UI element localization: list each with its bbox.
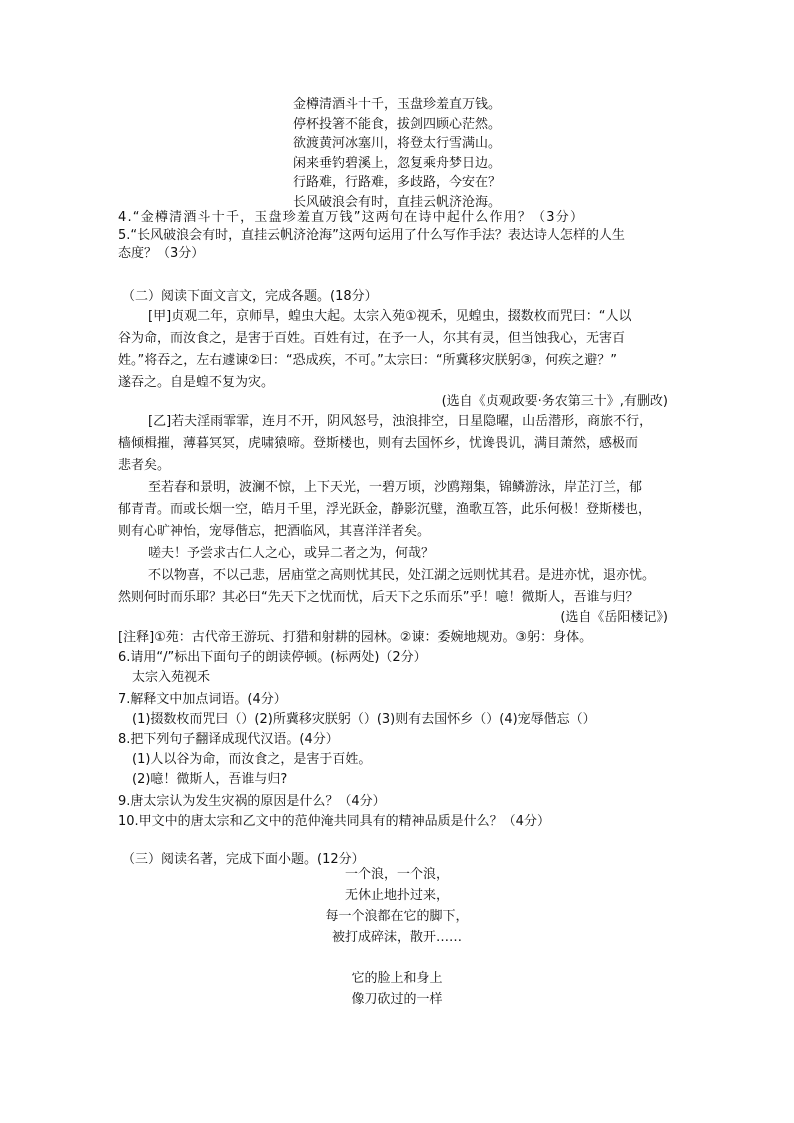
yi-line: 嗟夫！予尝求古仁人之心，或异二者之为，何哉？ <box>148 546 435 561</box>
yi-line: 不以物喜，不以己悲，居庙堂之高则忧其民，处江湖之远则忧其君。是进亦忧，退亦忧。 <box>148 568 656 583</box>
jia-source: (选自《贞观政要·务农第三十》,有删改) <box>441 394 668 409</box>
question-7-items: (1)掇数枚而咒曰（）(2)所冀移灾朕躬（）(3)则有去国怀乡（）(4)宠辱偕忘（） <box>132 712 596 727</box>
section-3-header: （三）阅读名著，完成下面小题。(12分） <box>122 852 365 867</box>
question-8: 8.把下列句子翻译成现代汉语。(4分） <box>118 732 339 747</box>
question-6-sentence: 太宗入苑视禾 <box>132 670 211 685</box>
question-8-item2: (2)噫！微斯人，吾谁与归? <box>132 772 288 787</box>
poem-xinglunan <box>0 95 794 212</box>
annotation-notes: [注释]①苑：古代帝王游玩、打猎和射耕的园林。②谏：委婉地规劝。③躬：身体。 <box>118 630 593 645</box>
poem-line: 每一个浪都在它的脚下， <box>325 909 469 924</box>
yi-line: 至若春和景明，波澜不惊，上下天光，一碧万顷，沙鸥翔集，锦鳞游泳，岸芷汀兰，郁 <box>148 480 643 495</box>
yi-line: [乙]若夫淫雨霏霏，连月不开，阴风怒号，浊浪排空，日星隐曜，山岳潜形，商旅不行， <box>148 414 653 429</box>
poem-line: 行路难，行路难，多歧路，今安在？ <box>292 175 501 190</box>
question-7: 7.解释文中加点词语。(4分） <box>118 692 287 707</box>
question-5-line2: 态度？（3分） <box>118 246 205 261</box>
poem-line: 无休止地扑过来， <box>344 888 449 903</box>
yi-line: 然则何时而乐耶？其必曰“先天下之忧而忧，后天下之乐而乐”乎！噫！微斯人，吾谁与归？ <box>118 590 639 605</box>
poem-line: 欲渡黄河冰塞川，将登太行雪满山。 <box>292 136 501 151</box>
question-9: 9.唐太宗认为发生灾祸的原因是什么？（4分） <box>118 794 386 809</box>
question-5-line1: 5.“长风破浪会有时，直挂云帆济沧海”这两句运用了什么写作手法？表达诗人怎样的人生 <box>118 228 625 243</box>
yi-line: 悲者矣。 <box>118 458 171 473</box>
poem-waves <box>0 864 794 948</box>
section-2-header: （二）阅读下面文言文，完成各题。(18分） <box>122 289 378 304</box>
poem-line: 被打成碎沫，散开…… <box>331 930 462 945</box>
yi-line: 郁青青。而或长烟一空，皓月千里，浮光跃金，静影沉璧，渔歌互答，此乐何极！登斯楼也， <box>118 502 652 517</box>
poem-line: 长风破浪会有时，直挂云帆济沧海。 <box>292 194 501 210</box>
jia-line: 姓。”将吞之，左右遽谏②曰：“恐成疾，不可。”太宗曰：“所冀移灾朕躬③，何疾之避？” <box>118 353 617 368</box>
question-10: 10.甲文中的唐太宗和乙文中的范仲淹共同具有的精神品质是什么？（4分） <box>118 814 550 829</box>
yi-source: (选自《岳阳楼记》) <box>560 610 668 625</box>
poem-line: 一个浪，一个浪， <box>344 867 449 882</box>
poem-line: 像刀砍过的一样 <box>351 992 443 1007</box>
yi-line: 樯倾楫摧，薄暮冥冥，虎啸猿啼。登斯楼也，则有去国怀乡，忧谗畏讥，满目萧然，感极而 <box>118 436 639 451</box>
question-6: 6.请用“/”标出下面句子的朗读停顿。(标两处)（2分） <box>118 650 427 665</box>
jia-line: [甲]贞观二年，京师旱，蝗虫大起。太宗入苑①视禾，见蝗虫，掇数枚而咒曰：“人以 <box>148 309 632 324</box>
poem-line: 闲来垂钓碧溪上，忽复乘舟梦日边。 <box>292 155 501 171</box>
jia-line: 谷为命，而汝食之，是害于百姓。百姓有过，在予一人，尔其有灵，但当蚀我心，无害百 <box>118 331 626 346</box>
poem-face <box>0 968 794 1010</box>
poem-line: 停杯投箸不能食，拔剑四顾心茫然。 <box>292 116 501 132</box>
question-4: 4.“金樽清酒斗十千，玉盘珍羞直万钱”这两句在诗中起什么作用？（3分） <box>118 210 585 225</box>
yi-line: 则有心旷神怡，宠辱偕忘，把酒临风，其喜洋洋者矣。 <box>118 524 431 539</box>
question-8-item1: (1)人以谷为命，而汝食之，是害于百姓。 <box>132 752 372 767</box>
jia-line: 遂吞之。自是蝗不复为灾。 <box>118 375 275 390</box>
poem-line: 它的脸上和身上 <box>351 971 443 986</box>
poem-line: 金樽清酒斗十千，玉盘珍羞直万钱。 <box>292 97 501 112</box>
